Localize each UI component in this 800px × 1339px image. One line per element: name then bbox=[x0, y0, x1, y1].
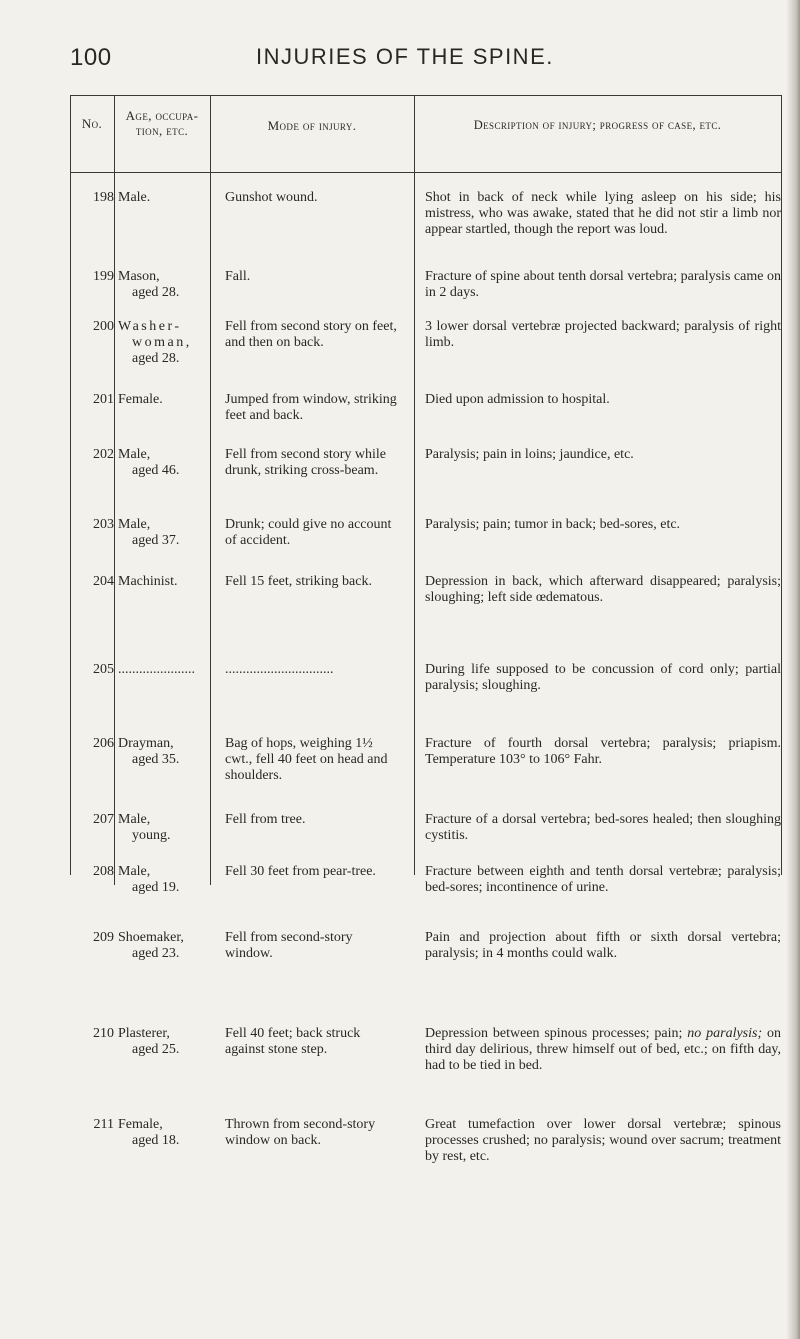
page-number: 100 bbox=[70, 44, 112, 71]
row-198-description: Shot in back of neck while lying asleep on his side; his mistress, who was awake, stated that he did not stir a limb nor appear startled, though the report was loud. bbox=[425, 190, 781, 237]
row-204-age bbox=[118, 574, 204, 590]
row-211-age-line: aged 18. bbox=[132, 1133, 180, 1148]
row-203-age bbox=[118, 517, 204, 549]
row-201-age bbox=[118, 392, 204, 408]
row-200-age bbox=[118, 319, 204, 367]
row-207-mode: Fell from tree. bbox=[225, 812, 306, 827]
header-age-line1: Age, occupa- bbox=[125, 108, 199, 123]
column-divider bbox=[70, 95, 71, 875]
row-211-mode: Thrown from second-story window on back. bbox=[225, 1117, 376, 1148]
row-203-description: Paralysis; pain; tumor in back; bed-sores, etc. bbox=[425, 517, 681, 532]
row-204-description: Depression in back, which afterward disappeared; paralysis; sloughing; left side œdematous. bbox=[425, 574, 781, 605]
row-209-age-line: aged 23. bbox=[132, 946, 180, 961]
row-207-description: Fracture of a dorsal vertebra; bed-sores healed; then sloughing cystitis. bbox=[425, 812, 781, 843]
running-title: INJURIES OF THE SPINE. bbox=[256, 44, 554, 69]
row-207-age-line: young. bbox=[132, 828, 171, 843]
row-204-no: 204 bbox=[93, 574, 114, 589]
row-203-no: 203 bbox=[93, 517, 114, 532]
row-203-age-line: aged 37. bbox=[132, 533, 180, 548]
row-199-age-line: aged 28. bbox=[132, 285, 180, 300]
row-200-age-line: woman, bbox=[132, 335, 192, 350]
row-210-description bbox=[425, 1026, 781, 1074]
row-209-age-line: Shoemaker, bbox=[118, 930, 184, 945]
row-198-mode: Gunshot wound. bbox=[225, 190, 318, 205]
row-211-no: 211 bbox=[93, 1117, 114, 1132]
row-206-age bbox=[118, 736, 204, 768]
row-207-no: 207 bbox=[93, 812, 114, 827]
row-208-mode: Fell 30 feet from pear-tree. bbox=[225, 864, 376, 879]
row-209-mode: Fell from second-story window. bbox=[225, 930, 353, 961]
row-204-mode: Fell 15 feet, striking back. bbox=[225, 574, 372, 589]
header-no: No. bbox=[81, 116, 103, 131]
row-201-description: Died upon admission to hospital. bbox=[425, 392, 610, 407]
row-200-mode: Fell from second story on feet, and then on back. bbox=[225, 319, 397, 350]
page-edge-shadow bbox=[786, 0, 800, 1339]
row-202-age-line: Male, bbox=[118, 447, 151, 462]
row-201-no: 201 bbox=[93, 392, 114, 407]
row-198-age bbox=[118, 190, 204, 206]
row-206-no: 206 bbox=[93, 736, 114, 751]
row-210-no: 210 bbox=[93, 1026, 114, 1041]
row-205-mode: ............................... bbox=[225, 662, 334, 677]
row-210-age-line: aged 25. bbox=[132, 1042, 180, 1057]
row-202-no: 202 bbox=[93, 447, 114, 462]
row-209-age bbox=[118, 930, 204, 962]
row-203-mode: Drunk; could give no account of accident. bbox=[225, 517, 392, 548]
row-199-no: 199 bbox=[93, 269, 114, 284]
row-208-age-line: Male, bbox=[118, 864, 151, 879]
table-top-rule bbox=[70, 95, 782, 96]
row-200-description: 3 lower dorsal vertebræ projected backward; paralysis of right limb. bbox=[425, 319, 781, 350]
column-divider bbox=[114, 95, 115, 885]
header-age-line2: tion, etc. bbox=[135, 123, 189, 138]
row-205-age-line: ...................... bbox=[118, 662, 195, 677]
row-200-age-line: aged 28. bbox=[132, 351, 180, 366]
row-202-description: Paralysis; pain in loins; jaundice, etc. bbox=[425, 447, 634, 462]
column-divider bbox=[414, 95, 415, 875]
row-210-age bbox=[118, 1026, 204, 1058]
row-206-description: Fracture of fourth dorsal vertebra; paralysis; priapism. Temperature 103° to 106° Fahr. bbox=[425, 736, 781, 767]
row-199-description: Fracture of spine about tenth dorsal vertebra; paralysis came on in 2 days. bbox=[425, 269, 781, 300]
column-divider bbox=[210, 95, 211, 885]
row-198-no: 198 bbox=[93, 190, 114, 205]
row-205-no: 205 bbox=[93, 662, 114, 677]
row-210-description-emphasis: no paralysis; bbox=[687, 1026, 763, 1041]
row-204-age-line: Machinist. bbox=[118, 574, 178, 589]
row-208-description: Fracture between eighth and tenth dorsal vertebræ; paralysis; bed-sores; incontinence of urine. bbox=[425, 864, 781, 895]
row-203-age-line: Male, bbox=[118, 517, 151, 532]
row-207-age bbox=[118, 812, 204, 844]
row-206-age-line: aged 35. bbox=[132, 752, 180, 767]
row-202-age bbox=[118, 447, 204, 479]
header-mode: Mode of injury. bbox=[267, 118, 357, 133]
row-198-age-line: Male. bbox=[118, 190, 151, 205]
row-201-age-line: Female. bbox=[118, 392, 163, 407]
row-199-mode: Fall. bbox=[225, 269, 251, 284]
row-209-description: Pain and projection about fifth or sixth dorsal vertebra; paralysis; in 4 months could walk. bbox=[425, 930, 781, 961]
row-201-mode: Jumped from window, striking feet and back. bbox=[225, 392, 397, 423]
row-210-description-part: on third day delirious, threw himself out of bed, etc.; on fifth day, had to be tied in bed. bbox=[425, 1026, 782, 1073]
row-202-age-line: aged 46. bbox=[132, 463, 180, 478]
row-199-age-line: Mason, bbox=[118, 269, 160, 284]
row-200-age-line: Washer- bbox=[118, 319, 182, 334]
row-200-no: 200 bbox=[93, 319, 114, 334]
row-206-mode: Bag of hops, weighing 1½ cwt., fell 40 feet on head and shoulders. bbox=[225, 736, 388, 783]
row-208-age-line: aged 19. bbox=[132, 880, 180, 895]
row-209-no: 209 bbox=[93, 930, 114, 945]
row-205-age bbox=[118, 662, 204, 678]
row-199-age bbox=[118, 269, 204, 301]
row-206-age-line: Drayman, bbox=[118, 736, 174, 751]
header-age bbox=[114, 108, 210, 138]
row-210-description-part: Depression between spinous processes; pain; bbox=[425, 1026, 688, 1041]
header-description: Description of injury; progress of case, etc. bbox=[473, 118, 722, 132]
row-205-description: During life supposed to be concussion of cord only; partial paralysis; sloughing. bbox=[425, 662, 781, 693]
row-211-age bbox=[118, 1117, 204, 1149]
header-rule bbox=[70, 172, 782, 173]
row-211-age-line: Female, bbox=[118, 1117, 163, 1132]
row-202-mode: Fell from second story while drunk, striking cross-beam. bbox=[225, 447, 386, 478]
row-211-description: Great tumefaction over lower dorsal vertebræ; spinous processes crushed; no paralysis; wound over sacrum; treatment by rest, etc. bbox=[425, 1117, 781, 1164]
row-210-mode: Fell 40 feet; back struck against stone step. bbox=[225, 1026, 361, 1057]
row-207-age-line: Male, bbox=[118, 812, 151, 827]
row-208-no: 208 bbox=[93, 864, 114, 879]
column-divider bbox=[781, 95, 782, 875]
row-208-age bbox=[118, 864, 204, 896]
row-210-age-line: Plasterer, bbox=[118, 1026, 170, 1041]
